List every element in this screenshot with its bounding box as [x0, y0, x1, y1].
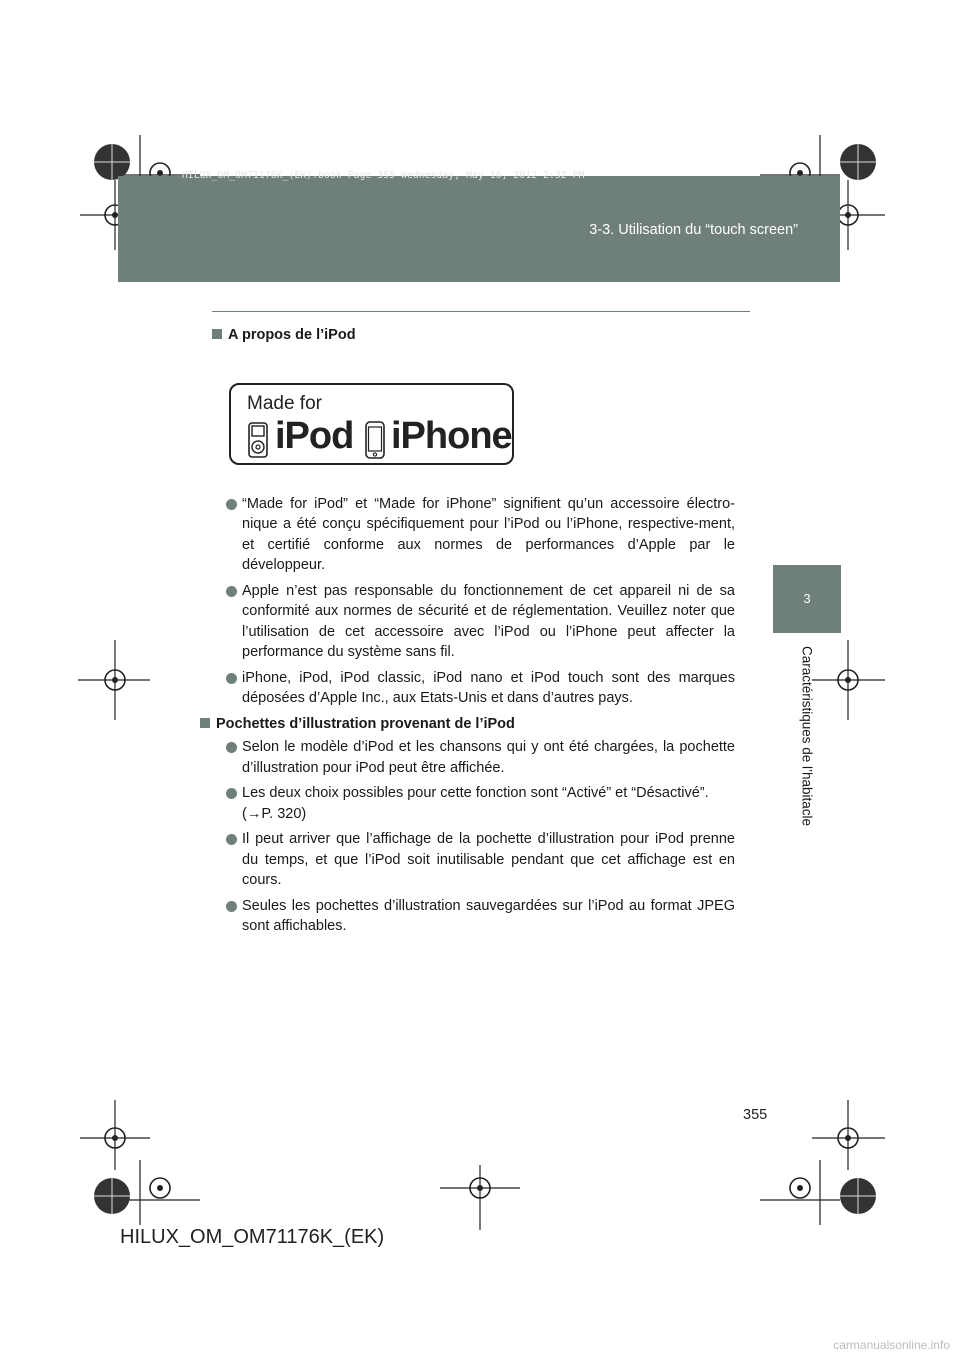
iphone-device-icon: [365, 421, 385, 459]
print-stamp: HILUX_OM_OM71176K_(EK).book Page 355 Wednesday, May 16, 2012 2:32 PM: [182, 170, 585, 181]
document-code: HILUX_OM_OM71176K_(EK): [120, 1226, 385, 1248]
list-item: Les deux choix possibles pour cette fonction sont “Activé” et “Désactivé”. (→P. 320): [212, 783, 735, 824]
logo-ipod: iPod: [275, 415, 354, 457]
made-for-ipod-iphone-logo: [229, 383, 514, 465]
chapter-caption: Caractéristiques de l’habitacle: [799, 645, 815, 827]
page-reference: (→P. 320): [242, 805, 307, 822]
logo-iphone: iPhone: [391, 415, 512, 457]
circle-bullet-icon: [226, 788, 237, 799]
ipod-device-icon: [248, 422, 268, 458]
heading-artwork: Pochettes d’illustration provenant de l’iPod: [200, 714, 735, 735]
list-item: Selon le modèle d’iPod et les chansons qui y ont été chargées, la pochette d’illustration pour iPod peut être affichée.: [212, 737, 735, 778]
list-item: Apple n’est pas responsable du fonctionnement de cet appareil ni de sa conformité aux normes de sécurité et de réglementation. Veuillez noter que l’utilisation de cet accessoire avec l’iPod ou l’iPhone peut affecter la performance du système sans fil.: [212, 581, 735, 663]
page-number: 355: [743, 1107, 768, 1123]
section-title: 3-3. Utilisation du “touch screen”: [589, 222, 798, 238]
square-bullet-icon: [212, 329, 222, 339]
header-rule: [212, 311, 750, 312]
heading-about-ipod: A propos de l’iPod: [212, 325, 735, 346]
list-item: iPhone, iPod, iPod classic, iPod nano et iPod touch sont des marques déposées d’Apple Inc., aux Etats-Unis et dans d’autres pays.: [212, 668, 735, 709]
list-item: Seules les pochettes d’illustration sauvegardées sur l’iPod au format JPEG sont affichables.: [212, 896, 735, 937]
circle-bullet-icon: [226, 742, 237, 753]
circle-bullet-icon: [226, 834, 237, 845]
circle-bullet-icon: [226, 901, 237, 912]
header-bar: [118, 176, 840, 282]
circle-bullet-icon: [226, 673, 237, 684]
logo-made-for: Made for: [247, 393, 322, 414]
watermark: carmanualsonline.info: [833, 1338, 950, 1352]
circle-bullet-icon: [226, 586, 237, 597]
chapter-tab: 3: [773, 565, 841, 633]
list-item: “Made for iPod” et “Made for iPhone” signifient qu’un accessoire électro-nique a été conçu spécifiquement pour l’iPod ou l’iPhone, respective-ment, et certifié conforme aux normes de performances d’Apple par le développeur.: [212, 494, 735, 576]
list-item: Il peut arriver que l’affichage de la pochette d’illustration pour iPod prenne du temps, et que l’iPod soit inutilisable pendant que cet affichage est en cours.: [212, 829, 735, 891]
square-bullet-icon: [200, 718, 210, 728]
circle-bullet-icon: [226, 499, 237, 510]
